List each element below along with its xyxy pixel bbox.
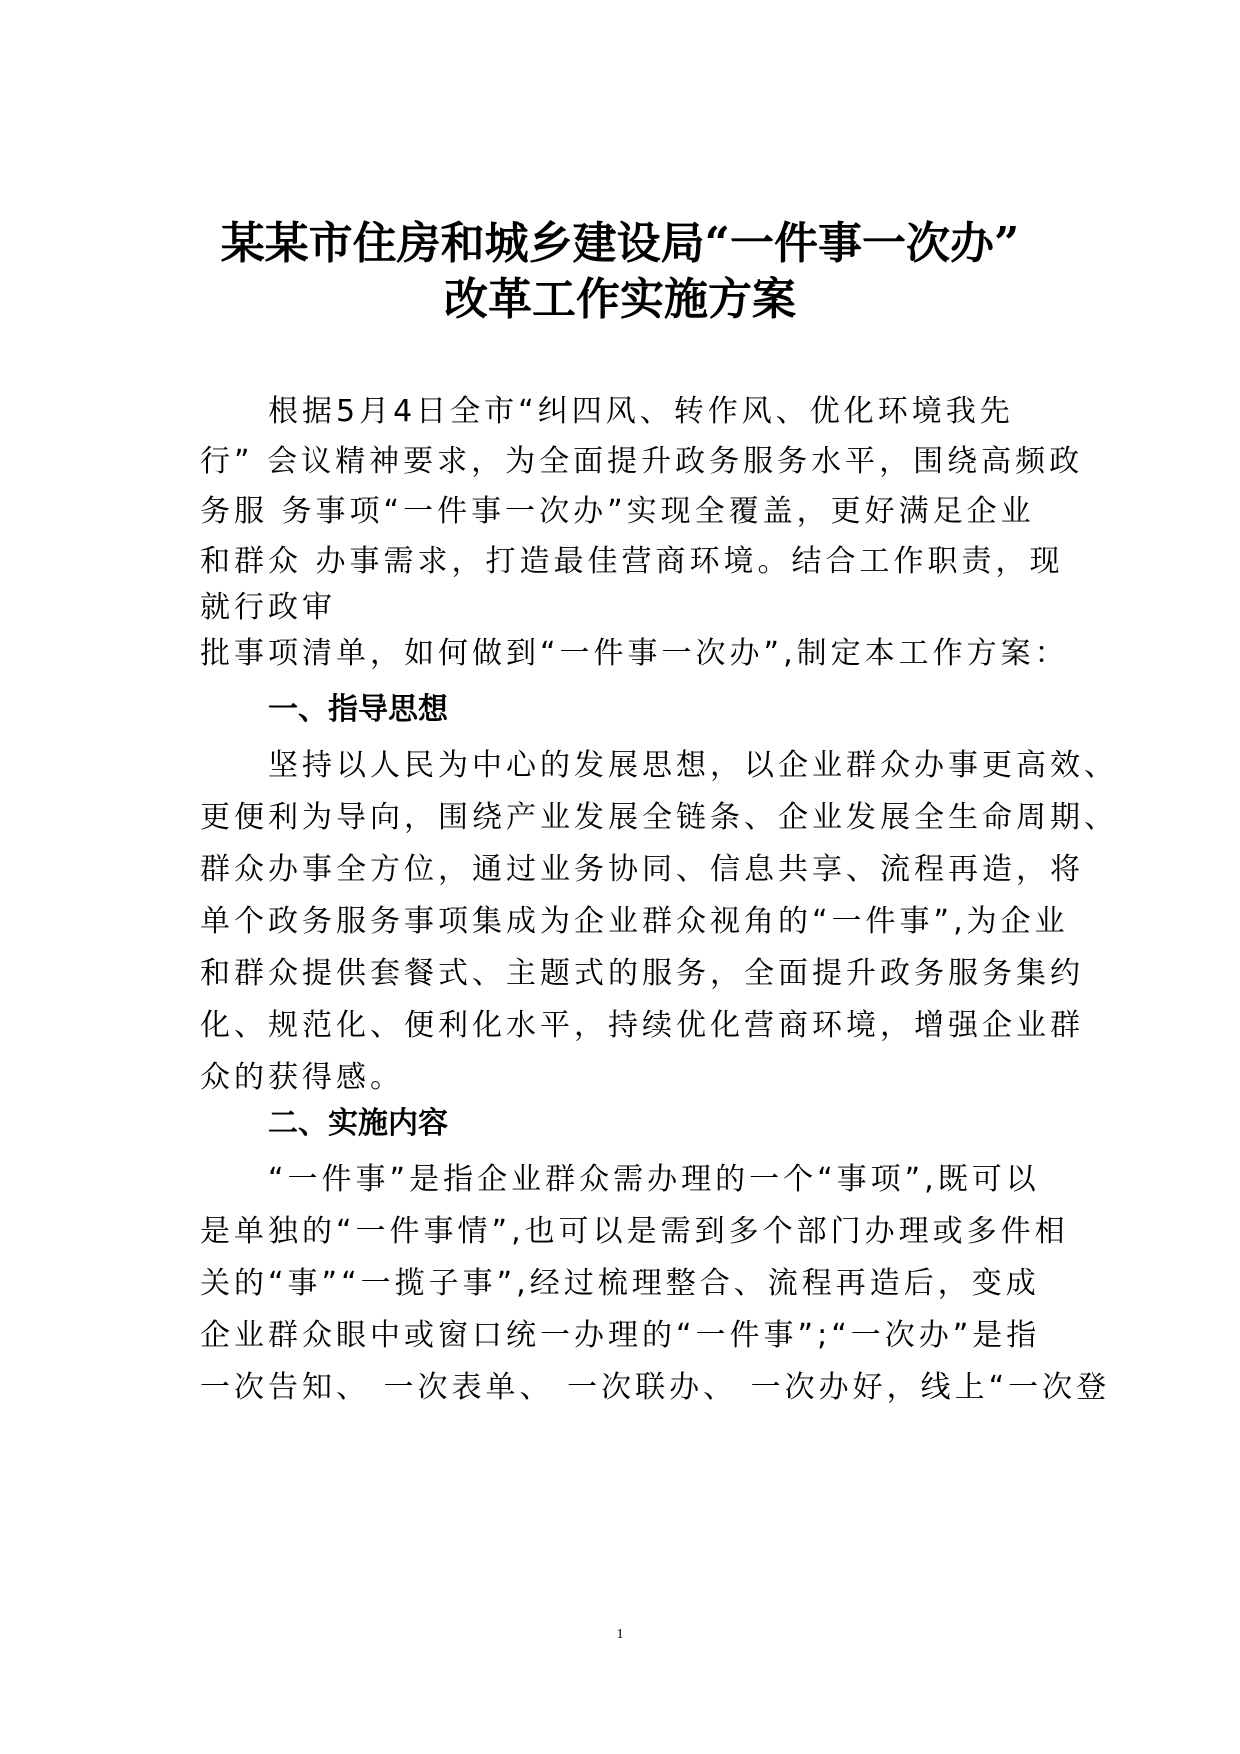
- section-2-line-5: 一次告知、 一次表单、 一次联办、 一次办好，线上“一次登: [200, 1370, 1111, 1405]
- page-number: 1: [616, 1627, 624, 1642]
- section-1-line-4: 单个政务服务事项集成为企业群众视角的“一件事”,为企业: [200, 904, 1069, 939]
- intro-line-3: 务服 务事项“一件事一次办”实现全覆盖，更好满足企业: [200, 494, 1035, 529]
- intro-line-1: 根据5月4日全市“纠四风、转作风、优化环境我先: [268, 394, 1014, 429]
- section-2-heading: 二、实施内容: [268, 1106, 448, 1141]
- document-title-line-2: 改革工作实施方案: [444, 274, 796, 325]
- section-1-line-7: 众的获得感。: [200, 1060, 404, 1095]
- section-1-line-5: 和群众提供套餐式、主题式的服务，全面提升政务服务集约: [200, 956, 1084, 991]
- section-1-line-6: 化、规范化、便利化水平，持续优化营商环境，增强企业群: [200, 1008, 1084, 1043]
- intro-line-2: 行” 会议精神要求，为全面提升政务服务水平，围绕高频政: [200, 444, 1084, 479]
- document-title-line-1: 某某市住房和城乡建设局“一件事一次办”: [220, 218, 1020, 269]
- section-2-line-1: “一件事”是指企业群众需办理的一个“事项”,既可以: [268, 1162, 1040, 1197]
- section-1-line-2: 更便利为导向，围绕产业发展全链条、企业发展全生命周期、: [200, 800, 1118, 835]
- section-2-line-4: 企业群众眼中或窗口统一办理的“一件事”;“一次办”是指: [200, 1318, 1041, 1353]
- section-1-heading: 一、指导思想: [268, 692, 448, 727]
- intro-line-5: 就行政审: [200, 590, 336, 625]
- intro-line-4: 和群众 办事需求，打造最佳营商环境。结合工作职责，现: [200, 544, 1064, 579]
- section-1-line-1: 坚持以人民为中心的发展思想，以企业群众办事更高效、: [268, 748, 1118, 783]
- section-2-line-2: 是单独的“一件事情”,也可以是需到多个部门办理或多件相: [200, 1214, 1069, 1249]
- intro-line-6: 批事项清单，如何做到“一件事一次办”,制定本工作方案：: [200, 636, 1069, 671]
- section-2-line-3: 关的“事”“一揽子事”,经过梳理整合、流程再造后，变成: [200, 1266, 1040, 1301]
- section-1-line-3: 群众办事全方位，通过业务协同、信息共享、流程再造，将: [200, 852, 1084, 887]
